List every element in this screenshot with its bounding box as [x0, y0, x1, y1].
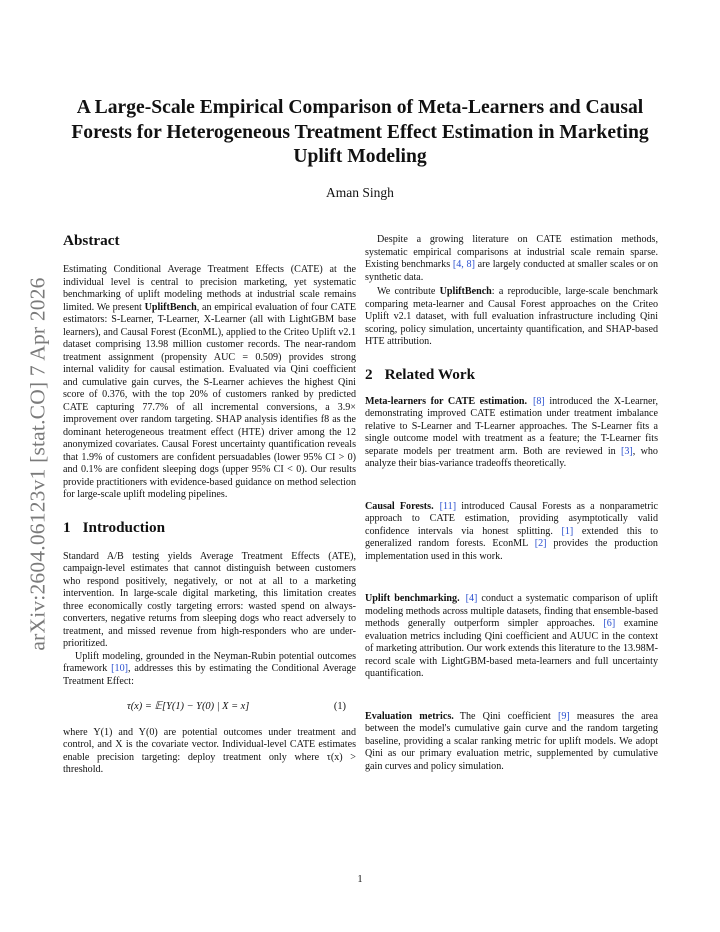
citation-link[interactable]: [9] [557, 710, 570, 722]
citation-link[interactable]: [10] [111, 663, 128, 674]
citation-link[interactable]: [4, 8] [452, 259, 475, 270]
forests-text-1: introduced Causal Forests as a nonparametric approach to CATE estimation, providing asymptotically valid confidence intervals via honest splitting. [365, 500, 658, 537]
citation-link[interactable]: [8] [533, 395, 545, 407]
citation-link[interactable]: [6] [603, 618, 616, 629]
right-column [365, 234, 658, 773]
para-meta-learners [365, 396, 658, 471]
run-in-heading: Causal Forests. [365, 500, 434, 512]
page-number: 1 [357, 874, 363, 885]
intro-paragraph-5 [365, 286, 658, 349]
arxiv-identifier [18, 258, 58, 670]
author-name: Aman Singh [326, 185, 394, 200]
related-work-heading [365, 366, 658, 384]
run-in-heading: Meta-learners for CATE estimation. [365, 395, 528, 407]
related-heading-text: Related Work [384, 365, 476, 383]
paper-title: A Large-Scale Empirical Comparison of Meta-Learners and Causal Forests for Heterogeneous Treatment Effect Estimation in Marketing Uplift Modeling [71, 97, 649, 167]
intro-p2-a: Uplift modeling, grounded in the Neyman-Rubin potential outcomes framework [63, 650, 356, 674]
equation-text: τ(x) = 𝔼[Y(1) − Y(0) | X = x] [127, 701, 250, 712]
intro-heading-text: Introduction [82, 518, 166, 536]
intro-paragraph-1: Standard A/B testing yields Average Treatment Effects (ATE), campaign-level estimates that cannot distinguish between customers who respond positively, negatively, or not at all to a marketing intervention. In large-scale digital marketing, this limitation creates three economically costly targeting errors: wasted spend on always-converters, negative returns from sleeping dogs who react adversely to treatment, and missed revenue from high-responders who are under-prioritized. [63, 550, 356, 649]
forests-text-3: provides the production implementation used in this work. [365, 538, 658, 562]
citation-link[interactable]: [2] [534, 538, 547, 549]
related-section-number: 2 [365, 365, 373, 383]
para-uplift-benchmarking [365, 593, 658, 681]
citation-link[interactable]: [3] [620, 445, 633, 457]
abstract-text-a: Estimating Conditional Average Treatment Effects (CATE) at the individual level is central to precision marketing, yet systematic benchmarking of uplift modeling methods at industrial scale remains limited. We present [63, 264, 356, 313]
left-column [63, 232, 356, 777]
citation-link[interactable]: [1] [561, 525, 574, 537]
run-in-heading: Uplift benchmarking. [365, 593, 460, 604]
intro-paragraph-3: where Y(1) and Y(0) are potential outcomes under treatment and control, and X is the covariate vector. Individual-level CATE estimates enable precision targeting: deploy treatment only where τ(x) > threshold. [63, 726, 356, 775]
right-p1-b: are largely conducted at smaller scales or on synthetic data. [365, 259, 658, 283]
right-p2-bold: UpliftBench [439, 286, 492, 297]
arxiv-id-text: arXiv:2604.06123v1 [stat.CO] 7 Apr 2026 [25, 277, 50, 651]
intro-paragraph-4 [365, 234, 658, 284]
equation-number: (1) [333, 701, 346, 712]
right-p2-b: : a reproducible, large-scale benchmark comparing meta-learner and Causal Forest approaches on the Criteo Uplift v2.1 dataset, with full evaluation infrastructure including Qini scoring, policy simulation, uncertainty quantification, and SHAP-based HTE attribution. [365, 286, 658, 347]
para-causal-forests [365, 501, 658, 564]
citation-link[interactable]: [11] [439, 500, 457, 512]
bench-text-2: examine evaluation metrics including Qini coefficient and AUUC in the context of marketing attribution. Our work extends this literature to the 13.98M-record scale with LightGBM-based meta-learners and full uncertainty quantification. [365, 618, 659, 679]
bench-text-1: conduct a systematic comparison of uplift modeling methods across multiple datasets, finding that ensemble-based methods generally outperform simpler approaches. [365, 593, 658, 629]
meta-text-1: introduced the X-Learner, demonstrating improved CATE estimation under treatment imbalance relative to S-Learner and T-Learner approaches. The S-Learner fits a single outcome model with treatment as a feature; the T-Learner fits separate models per treatment arm. Both are reviewed in [365, 395, 658, 457]
abstract-heading: Abstract [63, 232, 120, 249]
abstract-text [63, 264, 356, 502]
meta-text-2: , who analyze their bias-variance tradeoffs theoretically. [365, 445, 658, 469]
metrics-text-1: measures the area between the model's cumulative gain curve and the random targeting baseline, providing a scalar ranking metric for uplift models. We adopt Qini as our primary evaluation metric, supplemented by cumulative gain curves and policy simulation. [365, 710, 658, 772]
abstract-bold: UpliftBench [144, 301, 197, 313]
intro-section-number: 1 [63, 518, 71, 536]
equation-1 [63, 701, 356, 714]
right-p1-a: Despite a growing literature on CATE estimation methods, systematic empirical comparisons at industrial scale remain sparse. Existing benchmarks [365, 234, 658, 270]
intro-paragraph-2 [63, 651, 356, 689]
intro-p2-b: , addresses this by estimating the Conditional Average Treatment Effect: [63, 663, 356, 687]
abstract-text-b: , an empirical evaluation of four CATE estimators: S-Learner, T-Learner, X-Learner (all with LightGBM base learners), and Causal Forest (EconML), applied to the Criteo Uplift v2.1 dataset comprising 13.98 million customer records. The near-random treatment assignment (propensity AUC = 0.509) provides strong internal validity for causal estimation. Evaluated via Qini coefficient and cumulative gain curves, the S-Learner achieves the highest Qini score of 0.376, with the top 20% of customers ranked by predicted CATE capturing 77.7% of all incremental conversions, a 3.9× improvement over random targeting. SHAP analysis identifies f8 as the dominant heterogeneous treatment effect (HTE) driver among the 12 anonymized covariates. Causal Forest uncertainty quantification reveals that 1.9% of customers are confident persuadables (lower 95% CI > 0) and 0.1% are confident sleeping dogs (upper 95% CI < 0). Our results provide practitioners with evidence-based guidance on method selection for large-scale uplift modeling pipelines. [63, 301, 356, 500]
metrics-text-0: The Qini coefficient [459, 710, 558, 722]
citation-link[interactable]: [4] [465, 593, 478, 604]
intro-heading [63, 519, 356, 537]
run-in-heading: Evaluation metrics. [365, 710, 454, 722]
forests-text-2: extended this to generalized random forests. EconML [365, 525, 658, 549]
para-evaluation-metrics [365, 711, 658, 774]
right-p2-a: We contribute [377, 286, 440, 297]
